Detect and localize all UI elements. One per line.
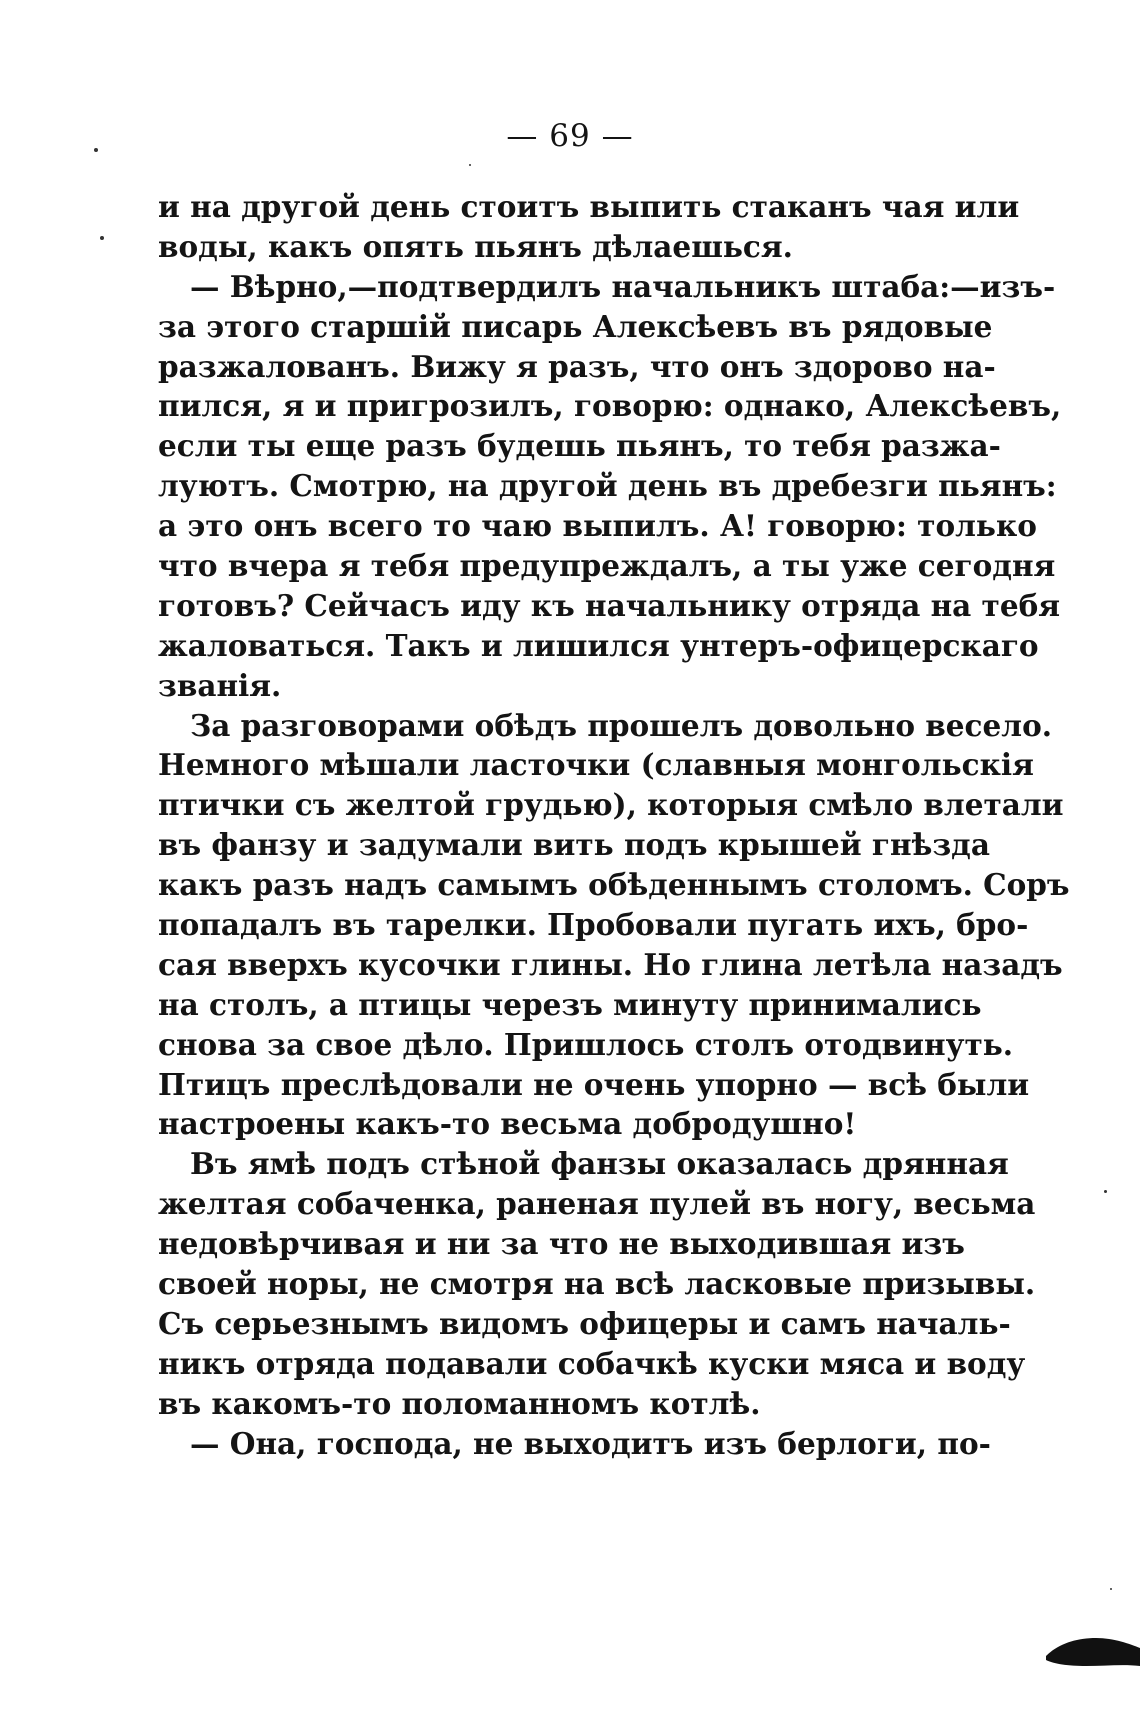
text-line: — Она, господа, не выходитъ изъ берлоги, по- (190, 1425, 991, 1461)
page-number: — 69 — (506, 118, 634, 154)
text-line: воды, какъ опять пьянъ дѣлаешься. (158, 228, 793, 264)
text-line: Съ серьезнымъ видомъ офицеры и самъ началь- (158, 1305, 1011, 1341)
text-line: Въ ямѣ подъ стѣной фанзы оказалась дрянная (190, 1146, 1009, 1182)
scan-speck (1110, 1588, 1112, 1590)
text-line: какъ разъ надъ самымъ обѣденнымъ столомъ. Соръ (158, 867, 1070, 903)
text-line: если ты еще разъ будешь пьянъ, то тебя разжа- (158, 428, 1001, 464)
text-line: въ какомъ-то поломанномъ котлѣ. (158, 1385, 761, 1421)
text-line: луютъ. Смотрю, на другой день въ дребезги пьянъ: (158, 468, 1057, 504)
text-line: своей норы, не смотря на всѣ ласковые призывы. (158, 1266, 1036, 1302)
text-line: а это онъ всего то чаю выпилъ. А! говорю: только (158, 508, 1037, 544)
text-line: званія. (158, 667, 282, 703)
text-line: — Вѣрно,—подтвердилъ начальникъ штаба:—изъ- (190, 268, 1056, 304)
text-line: Немного мѣшали ласточки (славныя монгольскія (158, 747, 1034, 783)
text-line: въ фанзу и задумали вить подъ крышей гнѣзда (158, 827, 990, 863)
scan-speck (1104, 1190, 1107, 1193)
text-line: желтая собаченка, раненая пулей въ ногу, весьма (158, 1186, 1036, 1222)
text-line: птички съ желтой грудью), которыя смѣло влетали (158, 787, 1064, 823)
text-line: готовъ? Сейчасъ иду къ начальнику отряда на тебя (158, 587, 1061, 623)
text-line: за этого старшій писарь Алексѣевъ въ рядовые (158, 308, 993, 344)
scan-speck (94, 148, 98, 152)
text-line: и на другой день стоитъ выпить стаканъ чая или (158, 189, 1020, 224)
text-line: сая вверхъ кусочки глины. Но глина летѣла назадъ (158, 946, 1063, 982)
text-line: недовѣрчивая и ни за что не выходившая изъ (158, 1226, 965, 1262)
text-line: попадалъ въ тарелки. Пробовали пугать ихъ, бро- (158, 907, 1029, 943)
text-line: жаловаться. Такъ и лишился унтеръ-офицерскаго (158, 627, 1039, 663)
text-line: разжалованъ. Вижу я разъ, что онъ здорово на- (158, 348, 996, 384)
text-line: пился, я и пригрозилъ, говорю: однако, Алексѣевъ, (158, 388, 1062, 424)
ink-blot (1040, 1620, 1140, 1680)
text-line: никъ отряда подавали собачкѣ куски мяса и воду (158, 1345, 1026, 1381)
scan-speck (100, 236, 104, 240)
scan-speck (469, 164, 471, 166)
text-line: настроены какъ-то весьма добродушно! (158, 1106, 857, 1142)
text-line: снова за свое дѣло. Пришлось столъ отодвинуть. (158, 1026, 1014, 1062)
text-line: Птицъ преслѣдовали не очень упорно — всѣ были (158, 1066, 1030, 1102)
text-line: на столъ, а птицы черезъ минуту принимались (158, 986, 982, 1022)
body-text (158, 187, 1070, 1464)
text-line: что вчера я тебя предупреждалъ, а ты уже сегодня (158, 548, 1056, 584)
text-line: За разговорами обѣдъ прошелъ довольно весело. (190, 707, 1053, 743)
